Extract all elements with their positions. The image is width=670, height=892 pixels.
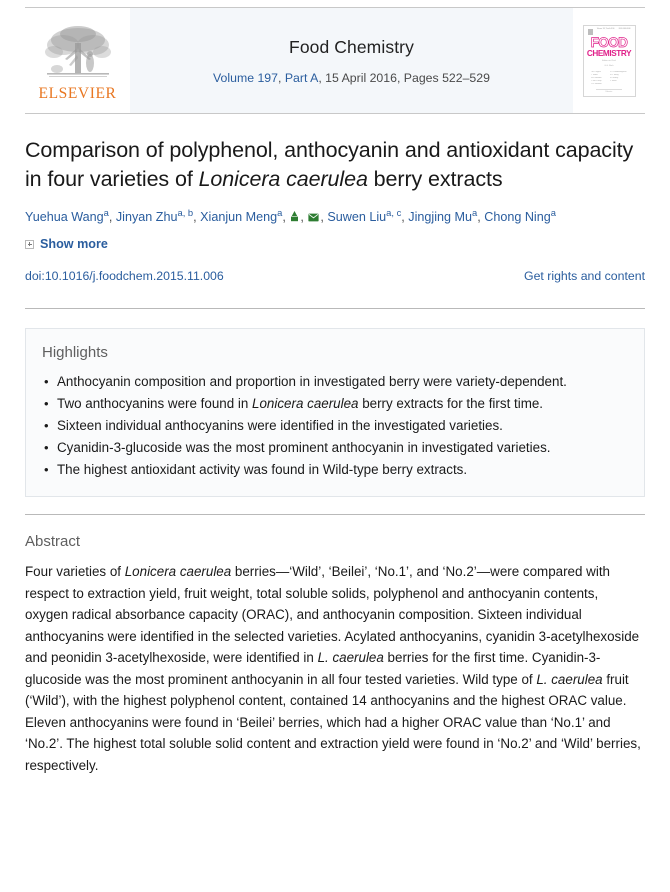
- title-species-name: Lonicera caerulea: [198, 167, 368, 191]
- doi-row: [25, 269, 645, 283]
- section-divider-top: [25, 308, 645, 309]
- cover-editor: D. Chandrasegaran: [610, 70, 627, 73]
- cover-editor: J. Van-Camp: [590, 79, 602, 82]
- article-head: [25, 136, 645, 251]
- highlights-heading: Highlights: [42, 344, 108, 361]
- cover-image: [583, 25, 636, 97]
- journal-band: [130, 8, 573, 113]
- highlight-text: berry extracts for the first time.: [358, 396, 544, 411]
- cover-elsevier-mark-icon: [588, 29, 593, 35]
- article-page: [0, 7, 670, 776]
- elsevier-tree-logo: [41, 23, 115, 85]
- author-affiliation[interactable]: a, c: [386, 206, 402, 218]
- author-name[interactable]: Xianjun Meng: [200, 210, 278, 224]
- expand-plus-icon: [25, 240, 34, 249]
- abstract-heading: Abstract: [25, 533, 81, 550]
- author-name[interactable]: Jingjing Mu: [408, 210, 472, 224]
- abstract-italic: Lonicera caerulea: [124, 564, 232, 579]
- author-name[interactable]: Suwen Liu: [327, 210, 387, 224]
- author-affiliation[interactable]: a: [550, 206, 556, 218]
- abstract-text: berries—‘Wild’, ‘Beilei’, ‘No.1’, and ‘No.2’—were compared with respect to extraction yield, fruit weight, total soluble solids, polyphenol and anthocyanin contents, oxygen radical absorbance capacity (ORAC), and anthocyanin composition. Sixteen individual anthocyanins were identified in the selected varieties. Acylated anthocyanins, cyanidin 3-acetylhexoside and peonidin 3-acetylhexoside, were identified in: [25, 564, 640, 665]
- highlights-box: [25, 328, 645, 497]
- abstract-body: [25, 561, 645, 776]
- section-divider-bottom: [25, 514, 645, 515]
- show-more-button[interactable]: [25, 237, 645, 251]
- cover-issn-line: ISSN 0308-8146: [618, 28, 631, 30]
- author-affiliation[interactable]: a: [103, 206, 109, 218]
- list-item: [42, 459, 626, 480]
- journal-part[interactable]: Part A: [284, 70, 319, 85]
- header-divider: [25, 113, 645, 114]
- list-item: [42, 371, 626, 392]
- highlight-text: The highest antioxidant activity was found in Wild-type berry extracts.: [57, 462, 468, 477]
- cover-footer: Elsevier: [596, 89, 622, 93]
- title-text-part2: berry extracts: [367, 167, 503, 191]
- highlight-text: Sixteen individual anthocyanins were identified in the investigated varieties.: [57, 418, 503, 433]
- get-rights-link[interactable]: Get rights and content: [524, 269, 645, 283]
- cover-title-chemistry: CHEMISTRY: [586, 48, 632, 58]
- abstract-section: [25, 533, 645, 776]
- highlight-text: Cyanidin-3-glucoside was the most prominent anthocyanin in investigated varieties.: [57, 440, 551, 455]
- cover-editor: S.B. Blomme: [590, 76, 602, 79]
- envelope-icon[interactable]: [308, 209, 319, 228]
- cover-title-food: FOOD: [590, 34, 628, 50]
- doi-link[interactable]: doi:10.1016/j.foodchem.2015.11.006: [25, 269, 224, 283]
- highlight-text: Two anthocyanins were found in: [57, 396, 253, 411]
- abstract-italic: L. caerulea: [536, 671, 603, 687]
- abstract-text: berries for the first time. Cyanidin-3-glucoside was the most prominent anthocyanin in all four tested varieties. Wild type of: [25, 650, 601, 687]
- cover-editor: S.P. Meng: [610, 73, 619, 76]
- page-title: [25, 136, 645, 194]
- cover-editor: J. Miller: [610, 79, 617, 82]
- journal-header: [25, 8, 645, 113]
- title-text-part1: Comparison of polyphenol, anthocyanin and antioxidant capacity in four varieties of: [25, 138, 634, 191]
- list-item: [42, 393, 626, 414]
- cover-editor: F. Toldrá: [590, 73, 598, 76]
- abstract-italic: L. caerulea: [317, 650, 384, 665]
- cover-editor: P.M. Finglas: [590, 70, 601, 73]
- publisher-logo[interactable]: [25, 8, 130, 113]
- cover-sub-value: G.G. Birch: [604, 64, 614, 67]
- cover-top-row: [588, 29, 631, 35]
- author-name[interactable]: Yuehua Wang: [25, 210, 104, 224]
- abstract-text: fruit (‘Wild’), with the highest polyphenol content, contained 14 anthocyanins and the highest ORAC value. Eleven anthocyanins were found in ‘Beilei’ berries, which had a higher ORAC value than ‘No.1’ and ‘No.2’. The highest total soluble solid content and extraction yield were found in ‘No.2’ and ‘Wild’ berries, respectively.: [25, 671, 641, 773]
- author-name[interactable]: Jinyan Zhu: [115, 210, 178, 224]
- journal-volume[interactable]: Volume 197: [213, 70, 278, 85]
- abstract-text: Four varieties of: [25, 564, 125, 579]
- cover-editor: D.S. Mottram: [590, 82, 602, 85]
- journal-issue-meta: Volume 197, Part A, 15 April 2016, Pages 522–529: [213, 70, 490, 85]
- cover-editor: N. Sedley: [610, 76, 619, 79]
- cover-editor-list: [591, 71, 628, 86]
- cover-volume-line: Volume 197, Part A 2016: [596, 28, 615, 30]
- highlight-text: Anthocyanin composition and proportion in investigated berry were variety-dependent.: [57, 374, 567, 389]
- journal-pages: Pages 522–529: [403, 70, 490, 85]
- publisher-name: ELSEVIER: [38, 85, 117, 103]
- author-affiliation[interactable]: a: [277, 206, 283, 218]
- list-item: [42, 437, 626, 458]
- journal-date: 15 April 2016: [325, 70, 397, 85]
- author-list: Yuehua Wang$^a$, Jinyan Zhu$^{a, b}$, Xianjun Meng$^a$, , , Suwen Liu$^{a, c}$, Jingjing Mu$^a$, Chong Ning$^a$: [25, 208, 645, 228]
- author-name[interactable]: Chong Ning: [484, 210, 551, 224]
- journal-title[interactable]: Food Chemistry: [289, 36, 414, 57]
- journal-cover-thumbnail[interactable]: [573, 8, 645, 113]
- show-more-label: Show more: [40, 237, 108, 251]
- author-affiliation[interactable]: a, b: [177, 206, 194, 218]
- list-item: [42, 415, 626, 436]
- highlights-list: [42, 371, 626, 480]
- cover-subtitle: Editors-in-Chief: [602, 59, 616, 62]
- author-affiliation[interactable]: a: [472, 206, 478, 218]
- corresponding-author-icon[interactable]: [290, 209, 299, 228]
- highlight-italic: Lonicera caerulea: [252, 396, 359, 411]
